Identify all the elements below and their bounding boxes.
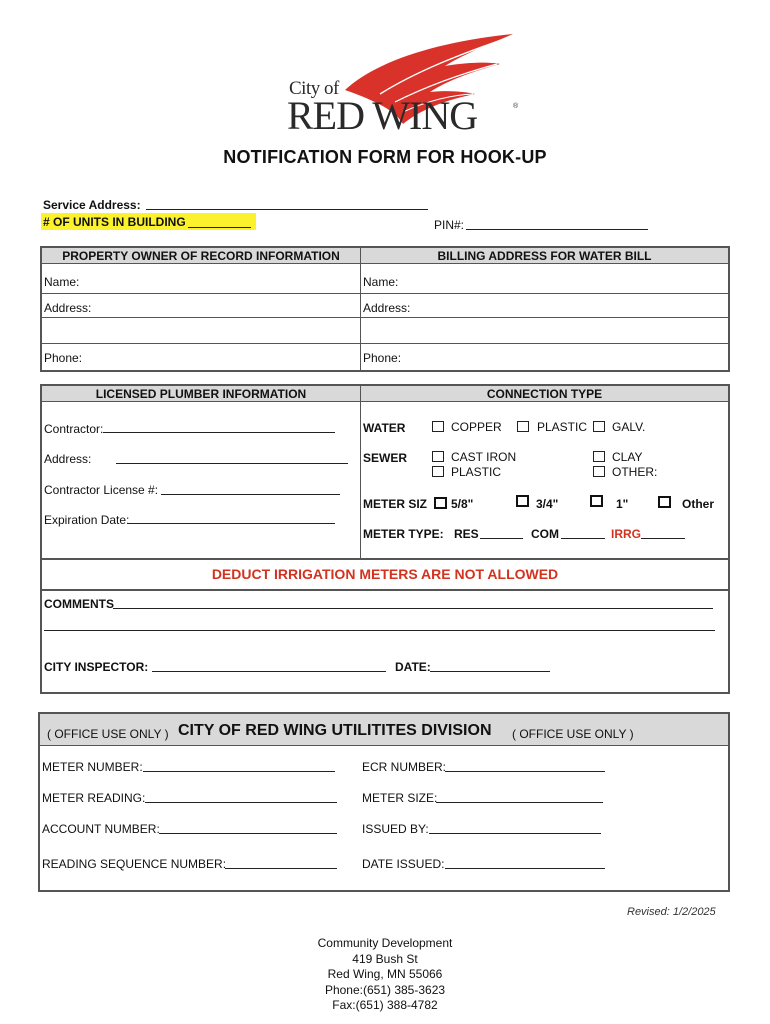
size-58-checkbox[interactable] [434, 497, 447, 509]
clay-label: CLAY [612, 450, 643, 464]
billing-name-label: Name: [363, 275, 399, 289]
meter-number-label: METER NUMBER: [42, 760, 143, 774]
size-other-label: Other [682, 497, 715, 511]
row-line [42, 317, 728, 318]
ecr-number-field[interactable] [445, 771, 605, 772]
res-field[interactable] [480, 538, 523, 539]
com-field[interactable] [561, 538, 605, 539]
issued-by-field[interactable] [429, 833, 601, 834]
owner-header: PROPERTY OWNER OF RECORD INFORMATION [42, 248, 360, 264]
sewer-label: SEWER [363, 451, 408, 465]
contractor-field[interactable] [103, 432, 335, 433]
cast-iron-checkbox[interactable] [432, 451, 444, 462]
office-use-right: ( OFFICE USE ONLY ) [512, 727, 634, 741]
size-1-checkbox[interactable] [590, 495, 603, 507]
meter-type-label: METER TYPE: [363, 527, 444, 541]
meter-number-field[interactable] [143, 771, 335, 772]
meter-size-office-field[interactable] [436, 802, 603, 803]
section-line [42, 558, 728, 560]
size-34-checkbox[interactable] [516, 495, 529, 507]
expiration-label: Expiration Date: [44, 513, 130, 527]
reading-sequence-field[interactable] [225, 868, 337, 869]
owner-address-label: Address: [44, 301, 92, 315]
connection-header: CONNECTION TYPE [361, 386, 728, 402]
city-inspector-label: CITY INSPECTOR: [44, 660, 149, 674]
inspector-date-field[interactable] [430, 671, 550, 672]
ecr-number-label: ECR NUMBER: [362, 760, 447, 774]
plastic-checkbox[interactable] [517, 421, 529, 432]
logo-city-of: City of [289, 78, 339, 99]
res-label: RES [454, 527, 479, 541]
size-other-checkbox[interactable] [658, 496, 671, 508]
meter-reading-field[interactable] [145, 802, 337, 803]
size-58-label: 5/8" [451, 497, 474, 511]
deduct-notice: DEDUCT IRRIGATION METERS ARE NOT ALLOWED [211, 566, 559, 582]
sewer-plastic-checkbox[interactable] [432, 466, 444, 477]
meter-size-label: METER SIZ [363, 497, 428, 511]
billing-phone-label: Phone: [363, 351, 402, 365]
footer-city: Red Wing, MN 55066 [327, 967, 443, 981]
size-34-label: 3/4" [536, 497, 559, 511]
license-label: Contractor License #: [44, 483, 159, 497]
owner-name-label: Name: [44, 275, 80, 289]
date-issued-field[interactable] [445, 868, 605, 869]
footer-street: 419 Bush St [352, 951, 418, 966]
pin-label: PIN#: [434, 218, 465, 232]
billing-address-label: Address: [363, 301, 411, 315]
size-1-label: 1" [616, 497, 629, 511]
pin-field[interactable] [466, 229, 648, 230]
units-label: # OF UNITS IN BUILDING [43, 215, 186, 229]
water-label: WATER [363, 421, 406, 435]
footer-phone: Phone:(651) 385-3623 [324, 982, 446, 997]
date-issued-label: DATE ISSUED: [362, 857, 445, 871]
sewer-plastic-label: PLASTIC [451, 465, 502, 479]
other-label: OTHER: [612, 465, 658, 479]
contractor-label: Contractor: [44, 422, 104, 436]
plumber-address-label: Address: [44, 452, 92, 466]
logo-red-wing: RED WING [287, 93, 478, 138]
copper-label: COPPER [451, 420, 502, 434]
irrg-label: IRRG [611, 527, 641, 541]
billing-header: BILLING ADDRESS FOR WATER BILL [361, 248, 728, 264]
reading-sequence-label: READING SEQUENCE NUMBER: [42, 857, 227, 871]
comments-field-1[interactable] [113, 608, 713, 609]
copper-checkbox[interactable] [432, 421, 444, 432]
account-number-field[interactable] [159, 833, 337, 834]
division-title: CITY OF RED WING UTILITITES DIVISION [178, 722, 492, 739]
section-line [42, 589, 728, 591]
logo-registered-mark: ® [513, 103, 519, 110]
galv-checkbox[interactable] [593, 421, 605, 432]
row-line [42, 343, 728, 344]
footer-fax: Fax:(651) 388-4782 [332, 998, 438, 1012]
meter-reading-label: METER READING: [42, 791, 146, 805]
plumber-connection-divider [360, 386, 361, 559]
revised-date: Revised: 1/2/2025 [627, 906, 716, 918]
service-address-label: Service Address: [43, 198, 141, 212]
footer-address [285, 936, 485, 1014]
comments-field-2[interactable] [44, 630, 715, 631]
plastic-label: PLASTIC [537, 420, 588, 434]
issued-by-label: ISSUED BY: [362, 822, 429, 836]
form-title: NOTIFICATION FORM FOR HOOK-UP [223, 147, 547, 167]
city-inspector-field[interactable] [152, 671, 386, 672]
clay-checkbox[interactable] [593, 451, 605, 462]
license-field[interactable] [161, 494, 340, 495]
service-address-field[interactable] [146, 209, 428, 210]
irrg-field[interactable] [641, 538, 685, 539]
com-label: COM [531, 527, 559, 541]
inspector-date-label: DATE: [395, 660, 431, 674]
expiration-field[interactable] [128, 523, 335, 524]
office-use-left: ( OFFICE USE ONLY ) [47, 727, 169, 741]
comments-label: COMMENTS [44, 597, 114, 611]
other-checkbox[interactable] [593, 466, 605, 477]
meter-size-office-label: METER SIZE: [362, 791, 438, 805]
plumber-address-field[interactable] [116, 463, 348, 464]
owner-billing-divider [360, 248, 361, 370]
owner-phone-label: Phone: [44, 351, 83, 365]
account-number-label: ACCOUNT NUMBER: [42, 822, 160, 836]
galv-label: GALV. [612, 420, 646, 434]
cast-iron-label: CAST IRON [451, 450, 517, 464]
row-line [42, 293, 728, 294]
plumber-header: LICENSED PLUMBER INFORMATION [42, 386, 360, 402]
units-field[interactable] [188, 227, 251, 228]
footer-dept: Community Development [317, 936, 453, 950]
